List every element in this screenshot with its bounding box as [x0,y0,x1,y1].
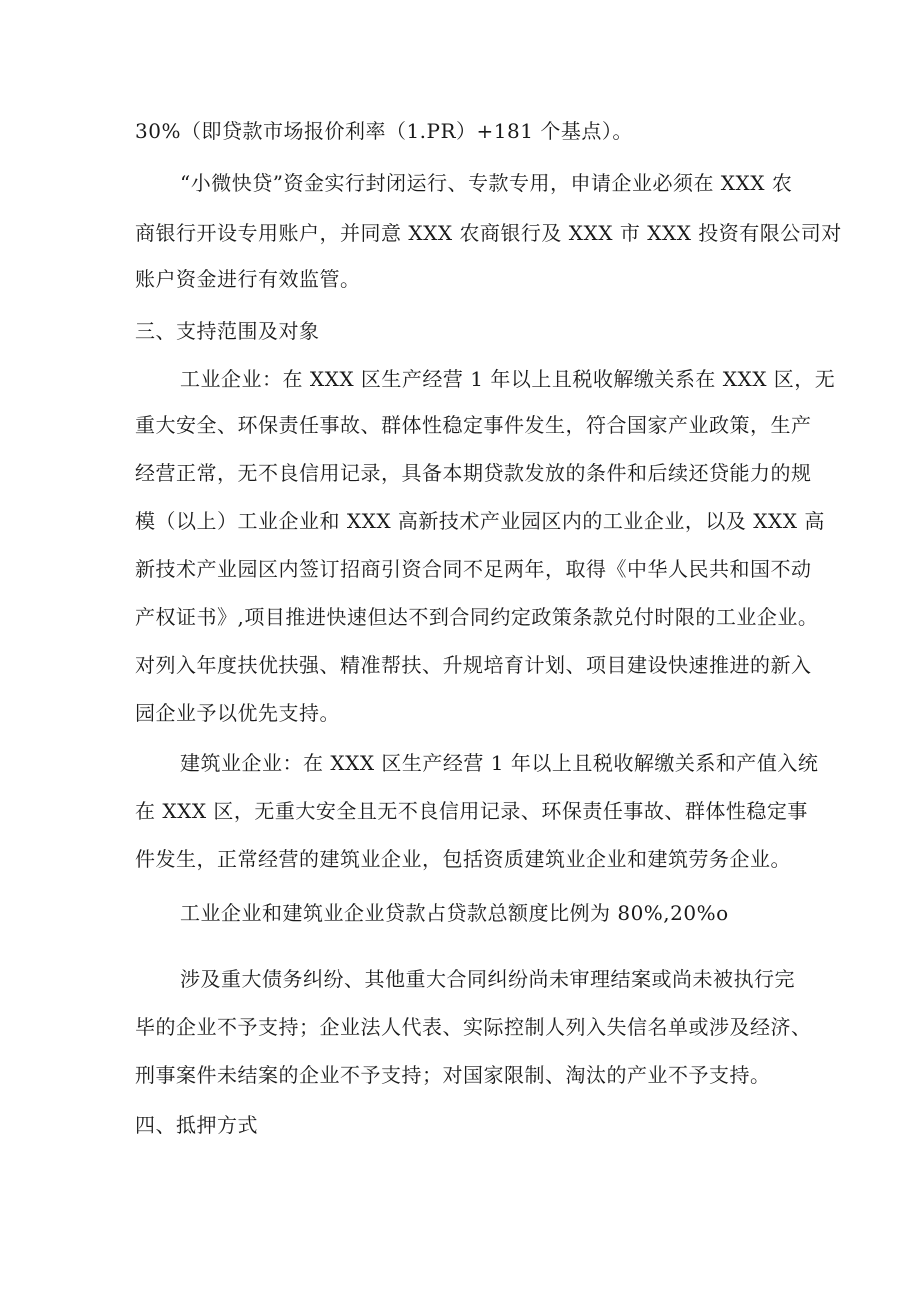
paragraph-industrial-line-7: 对列入年度扶优扶强、精准帮扶、升规培育计划、项目建设快速推进的新入 [135,653,812,677]
paragraph-industrial-line-3: 经营正常，无不良信用记录，具备本期贷款发放的条件和后续还贷能力的规 [135,461,812,485]
paragraph-fund-line-2: 商银行开设专用账户，并同意 XXX 农商银行及 XXX 市 XXX 投资有限公司对 [135,221,842,245]
paragraph-industrial-line-4: 模（以上）工业企业和 XXX 高新技术产业园区内的工业企业，以及 XXX 高 [135,509,825,533]
section-heading-collateral: 四、抵押方式 [135,1113,258,1137]
paragraph-construction-line-2: 在 XXX 区，无重大安全且无不良信用记录、环保责任事故、群体性稳定事 [135,799,808,823]
paragraph-construction-line-3: 件发生，正常经营的建筑业企业，包括资质建筑业企业和建筑劳务企业。 [135,847,791,871]
paragraph-exclusion-line-1: 涉及重大债务纠纷、其他重大合同纠纷尚未审理结案或尚未被执行完 [180,967,795,991]
paragraph-fund-line-1: “小微快贷”资金实行封闭运行、专款专用，申请企业必须在 XXX 农 [180,171,793,195]
paragraph-industrial-line-1: 工业企业：在 XXX 区生产经营 1 年以上且税收解缴关系在 XXX 区，无 [180,367,836,391]
paragraph-rate-line-1: 30%（即贷款市场报价利率（1.PR）+181 个基点）。 [135,119,633,143]
paragraph-industrial-line-6: 产权证书》,项目推进快速但达不到合同约定政策条款兑付时限的工业企业。 [135,605,819,629]
section-heading-scope: 三、支持范围及对象 [135,319,320,343]
paragraph-industrial-line-2: 重大安全、环保责任事故、群体性稳定事件发生，符合国家产业政策，生产 [135,413,812,437]
paragraph-fund-line-3: 账户资金进行有效监管。 [135,267,361,291]
paragraph-industrial-line-8: 园企业予以优先支持。 [135,701,340,725]
paragraph-industrial-line-5: 新技术产业园区内签订招商引资合同不足两年，取得《中华人民共和国不动 [135,557,812,581]
paragraph-construction-line-1: 建筑业企业：在 XXX 区生产经营 1 年以上且税收解缴关系和产值入统 [180,751,819,775]
paragraph-ratio-line-1: 工业企业和建筑业企业贷款占贷款总额度比例为 80%,20%o [180,901,729,925]
paragraph-exclusion-line-2: 毕的企业不予支持；企业法人代表、实际控制人列入失信名单或涉及经济、 [135,1015,812,1039]
paragraph-exclusion-line-3: 刑事案件未结案的企业不予支持；对国家限制、淘汰的产业不予支持。 [135,1063,771,1087]
